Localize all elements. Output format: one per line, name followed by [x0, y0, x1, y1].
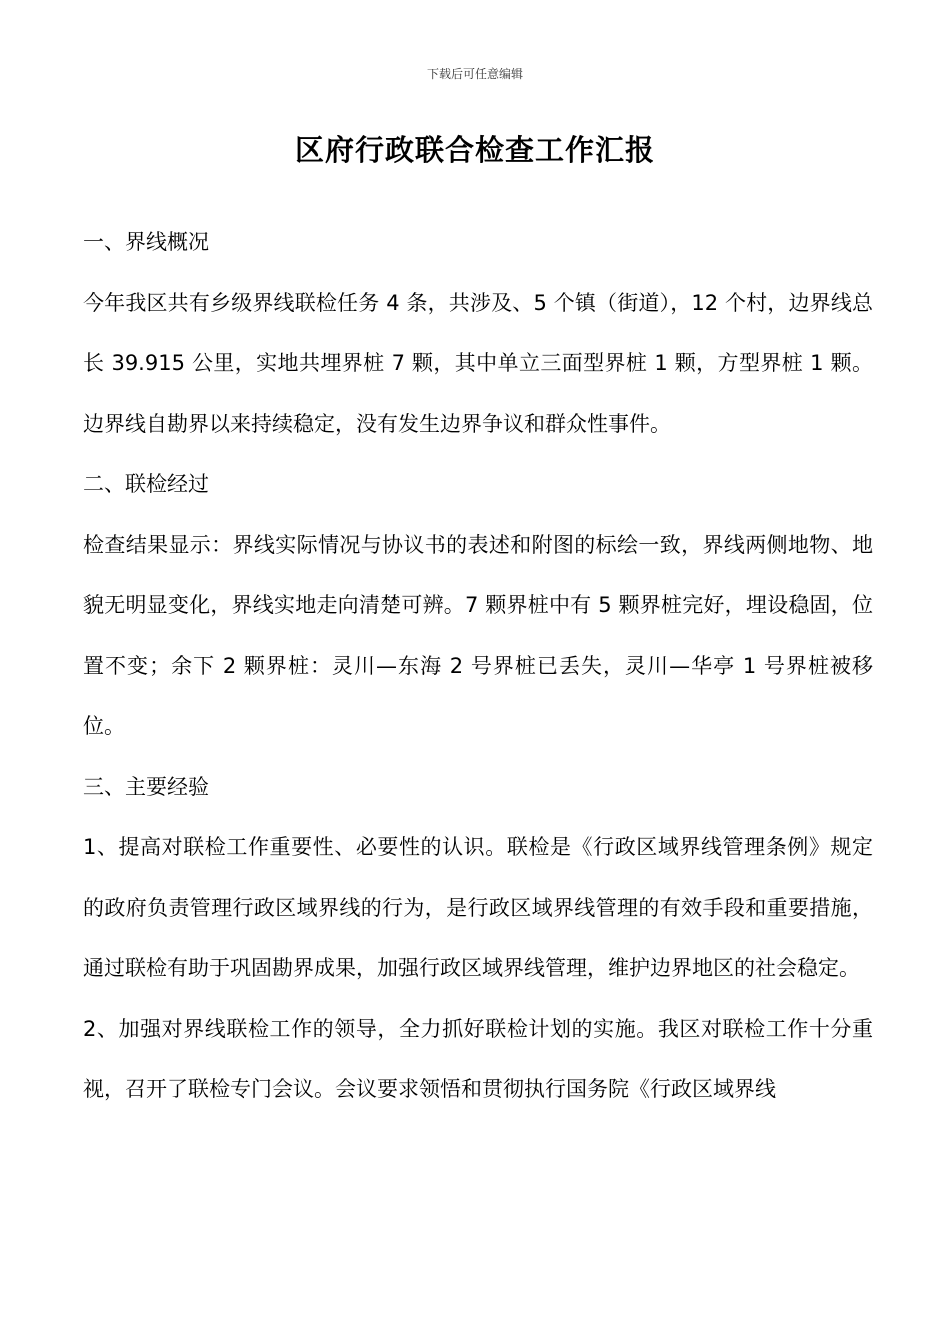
- overview-paragraph: 今年我区共有乡级界线联检任务 4 条，共涉及、5 个镇（街道），12 个村，边界线总长 39.915 公里，实地共埋界桩 7 颗，其中单立三面型界桩 1 颗，方型界桩 1 颗。边界线自勘界以来持续稳定，没有发生边界争议和群众性事件。: [83, 290, 873, 436]
- experience-paragraph-2: 2、加强对界线联检工作的领导，全力抓好联检计划的实施。我区对联检工作十分重视，召开了联检专门会议。会议要求领悟和贯彻执行国务院《行政区域界线: [83, 1016, 873, 1101]
- experience-paragraph-1: 1、提高对联检工作重要性、必要性的认识。联检是《行政区域界线管理条例》规定的政府负责管理行政区域界线的行为，是行政区域界线管理的有效手段和重要措施，通过联检有助于巩固勘界成果，加强行政区域界线管理，维护边界地区的社会稳定。: [83, 835, 873, 980]
- page-watermark: 下载后可任意编辑: [426, 67, 523, 81]
- document-body: [83, 212, 873, 1120]
- process-paragraph: 检查结果显示：界线实际情况与协议书的表述和附图的标绘一致，界线两侧地物、地貌无明显变化，界线实地走向清楚可辨。7 颗界桩中有 5 颗界桩完好，埋设稳固，位置不变；余下 2 颗界桩：灵川—东海 2 号界桩已丢失，灵川—华亭 1 号界桩被移位。: [83, 532, 873, 738]
- section-heading-experience: 三、主要经验: [83, 774, 209, 799]
- section-heading-overview: 一、界线概况: [83, 230, 209, 254]
- section-heading-process: 二、联检经过: [83, 472, 209, 496]
- document-title: 区府行政联合检查工作汇报: [294, 133, 655, 167]
